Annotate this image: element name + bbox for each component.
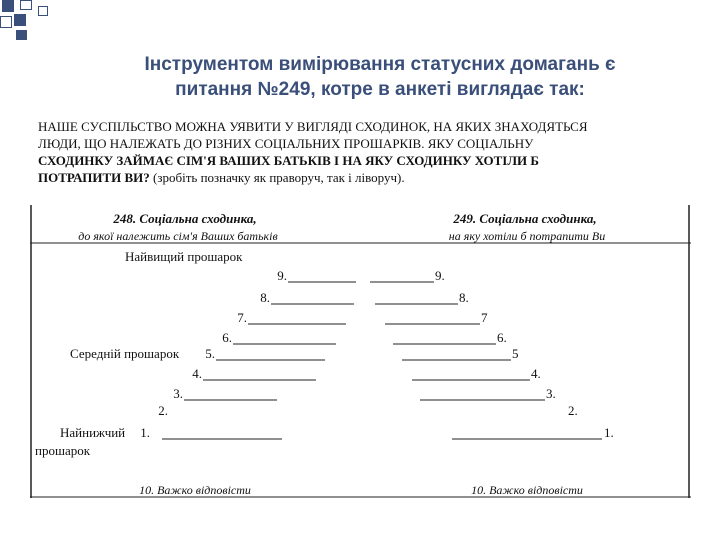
question-line4: [38, 169, 698, 186]
right-step-2: 2.: [568, 403, 578, 418]
left-step-6: 6.: [222, 330, 232, 345]
middle-layer-label: Середній прошарок: [70, 346, 180, 361]
left-step-1: 1.: [140, 425, 150, 440]
question-line4-note: (зробіть позначку як праворуч, так і ліворуч).: [153, 170, 405, 185]
right-step-1: 1.: [604, 425, 614, 440]
right-step-5: 5: [512, 346, 519, 361]
question-line3: СХОДИНКУ ЗАЙМАЄ СІМ'Я ВАШИХ БАТЬКІВ І НА ЯКУ СХОДИНКУ ХОТІЛИ Б: [38, 153, 540, 168]
bottom-layer-label-line1: Найнижчий: [60, 425, 126, 440]
right-header-line2: на яку хотіли б потрапити Ви: [448, 229, 606, 243]
decor-square-bottom: [16, 30, 27, 40]
right-step-8: 8.: [459, 290, 469, 305]
question-line2: ЛЮДИ, ЩО НАЛЕЖАТЬ ДО РІЗНИХ СОЦІАЛЬНИХ ПРОШАРКІВ. ЯКУ СОЦІАЛЬНУ: [38, 136, 534, 151]
left-header-line1: 248. Соціальна сходинка,: [113, 211, 257, 226]
left-step-4: 4.: [192, 366, 202, 381]
decor-square-small: [38, 6, 48, 16]
social-ladder-table: [30, 205, 691, 498]
decor-square-top-right: [20, 0, 32, 10]
right-hard-to-answer: 10. Важко відповісти: [471, 483, 583, 497]
decor-square-top-left: [2, 0, 14, 12]
left-hard-to-answer: 10. Важко відповісти: [139, 483, 251, 497]
right-step-7: 7: [481, 310, 488, 325]
left-step-5: 5.: [205, 346, 215, 361]
survey-question: [38, 118, 698, 186]
left-step-3: 3.: [173, 386, 183, 401]
right-header-line1: 249. Соціальна сходинка,: [453, 211, 597, 226]
bottom-layer-label-line2: прошарок: [35, 443, 91, 458]
left-step-8: 8.: [260, 290, 270, 305]
right-step-3: 3.: [546, 386, 556, 401]
right-step-9: 9.: [435, 268, 445, 283]
right-step-6: 6.: [497, 330, 507, 345]
top-layer-label: Найвищий прошарок: [125, 249, 243, 264]
decor-square-mid: [14, 14, 26, 26]
question-line4-bold: ПОТРАПИТИ ВИ?: [38, 170, 150, 185]
question-line1: НАШЕ СУСПІЛЬСТВО МОЖНА УЯВИТИ У ВИГЛЯДІ СХОДИНОК, НА ЯКИХ ЗНАХОДЯТЬСЯ: [38, 119, 588, 134]
left-header-line2: до якої належить сім'я Ваших батьків: [78, 229, 278, 243]
right-step-4: 4.: [531, 366, 541, 381]
slide-title-line1: Інструментом вимірювання статусних домагань є: [144, 54, 616, 75]
left-step-7: 7.: [237, 310, 247, 325]
slide-title: [60, 52, 700, 102]
slide-title-line2: питання №249, котре в анкеті виглядає так:: [175, 79, 585, 100]
left-step-9: 9.: [277, 268, 287, 283]
decor-square-mid-left: [0, 16, 12, 28]
left-step-2: 2.: [158, 403, 168, 418]
